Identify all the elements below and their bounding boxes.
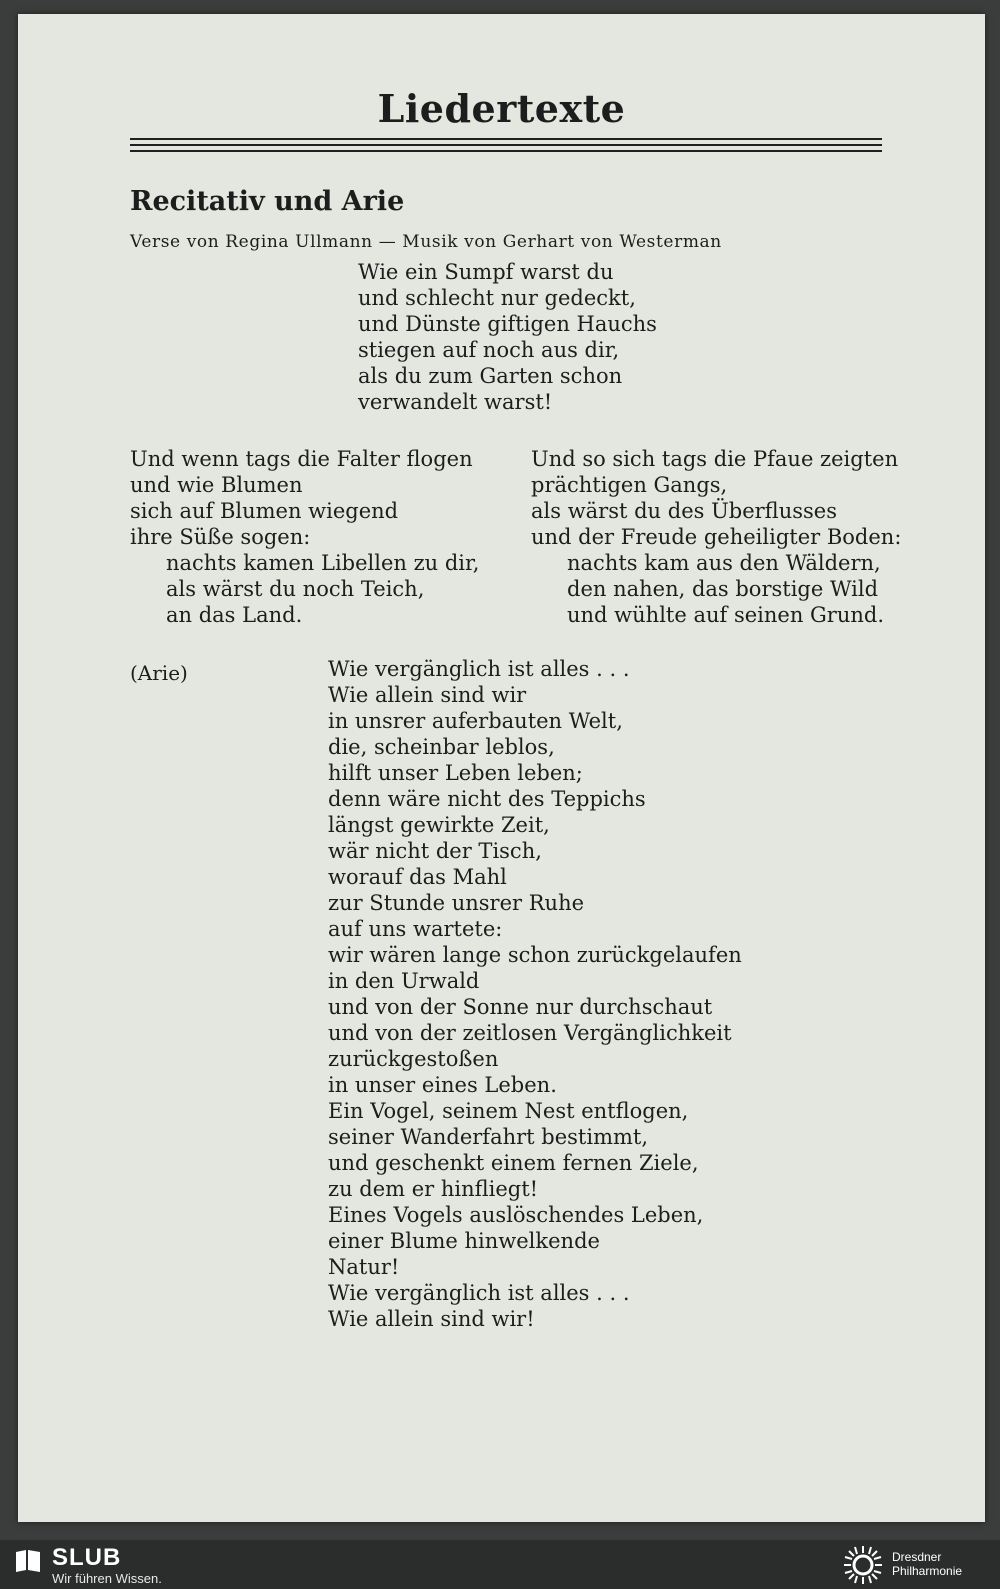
stanza-right-column: [531, 446, 901, 628]
stanza-aria: [328, 656, 742, 1332]
verse-line: verwandelt warst!: [358, 390, 553, 414]
title-rule: [130, 138, 882, 140]
verse-line: prächtigen Gangs,: [531, 473, 728, 497]
section-heading: Recitativ und Arie: [130, 186, 405, 217]
viewer-footer: [0, 1540, 1000, 1589]
verse-line: in den Urwald: [328, 969, 480, 993]
verse-line: und der Freude geheiligter Boden:: [531, 525, 902, 549]
verse-line: zurückgestoßen: [328, 1047, 499, 1071]
verse-line: und wühlte auf seinen Grund.: [567, 603, 884, 627]
verse-line: und Dünste giftigen Hauchs: [358, 312, 657, 336]
verse-line: wir wären lange schon zurückgelaufen: [328, 943, 742, 967]
verse-line: Wie allein sind wir!: [328, 1307, 535, 1331]
partner-name[interactable]: [892, 1550, 962, 1578]
page-title: Liedertexte: [377, 86, 626, 131]
verse-line: den nahen, das borstige Wild: [567, 577, 879, 601]
verse-line: wär nicht der Tisch,: [328, 839, 542, 863]
verse-line: zur Stunde unsrer Ruhe: [328, 891, 585, 915]
verse-line: und schlecht nur gedeckt,: [358, 286, 636, 310]
verse-line: sich auf Blumen wiegend: [130, 499, 399, 523]
verse-line: und wie Blumen: [130, 473, 303, 497]
slub-tagline: Wir führen Wissen.: [52, 1571, 162, 1586]
verse-line: nachts kamen Libellen zu dir,: [166, 551, 480, 575]
sunburst-logo-icon: [842, 1544, 884, 1586]
verse-line: einer Blume hinwelkende: [328, 1229, 600, 1253]
partner-name-line1: Dresdner: [892, 1550, 942, 1564]
verse-line: Wie vergänglich ist alles . . .: [328, 657, 630, 681]
verse-line: Ein Vogel, seinem Nest entflogen,: [328, 1099, 689, 1123]
verse-line: als wärst du des Überflusses: [531, 499, 837, 523]
verse-line: als du zum Garten schon: [358, 364, 623, 388]
title-rule: [130, 144, 882, 146]
title-rule: [130, 150, 882, 152]
verse-line: und von der Sonne nur durchschaut: [328, 995, 713, 1019]
stanza-left-column: [130, 446, 479, 628]
verse-line: auf uns wartete:: [328, 917, 503, 941]
verse-line: ihre Süße sogen:: [130, 525, 311, 549]
verse-line: die, scheinbar leblos,: [328, 735, 555, 759]
verse-line: längst gewirkte Zeit,: [328, 813, 550, 837]
verse-line: als wärst du noch Teich,: [166, 577, 425, 601]
verse-line: Und so sich tags die Pfaue zeigten: [531, 447, 899, 471]
verse-line: Natur!: [328, 1255, 400, 1279]
verse-line: denn wäre nicht des Teppichs: [328, 787, 646, 811]
verse-line: worauf das Mahl: [328, 865, 507, 889]
verse-line: in unser eines Leben.: [328, 1073, 557, 1097]
stanza-recitative: [358, 259, 657, 415]
document-page: [18, 14, 985, 1522]
verse-line: Eines Vogels auslöschendes Leben,: [328, 1203, 704, 1227]
verse-line: hilft unser Leben leben;: [328, 761, 583, 785]
verse-line: in unsrer auferbauten Welt,: [328, 709, 623, 733]
verse-line: seiner Wanderfahrt bestimmt,: [328, 1125, 649, 1149]
verse-line: Wie ein Sumpf warst du: [358, 260, 614, 284]
partner-name-line2: Philharmonie: [892, 1564, 963, 1578]
verse-line: nachts kam aus den Wäldern,: [567, 551, 881, 575]
slub-brand[interactable]: SLUB: [52, 1544, 122, 1571]
verse-line: an das Land.: [166, 603, 303, 627]
author-credit: Verse von Regina Ullmann — Musik von Gerhart von Westerman: [130, 232, 722, 252]
verse-line: und von der zeitlosen Vergänglichkeit: [328, 1021, 732, 1045]
aria-label: (Arie): [130, 661, 188, 685]
verse-line: Wie allein sind wir: [328, 683, 527, 707]
verse-line: Wie vergänglich ist alles . . .: [328, 1281, 630, 1305]
verse-line: und geschenkt einem fernen Ziele,: [328, 1151, 699, 1175]
book-icon: [14, 1548, 42, 1574]
verse-line: zu dem er hinfliegt!: [328, 1177, 539, 1201]
verse-line: stiegen auf noch aus dir,: [358, 338, 620, 362]
verse-line: Und wenn tags die Falter flogen: [130, 447, 473, 471]
